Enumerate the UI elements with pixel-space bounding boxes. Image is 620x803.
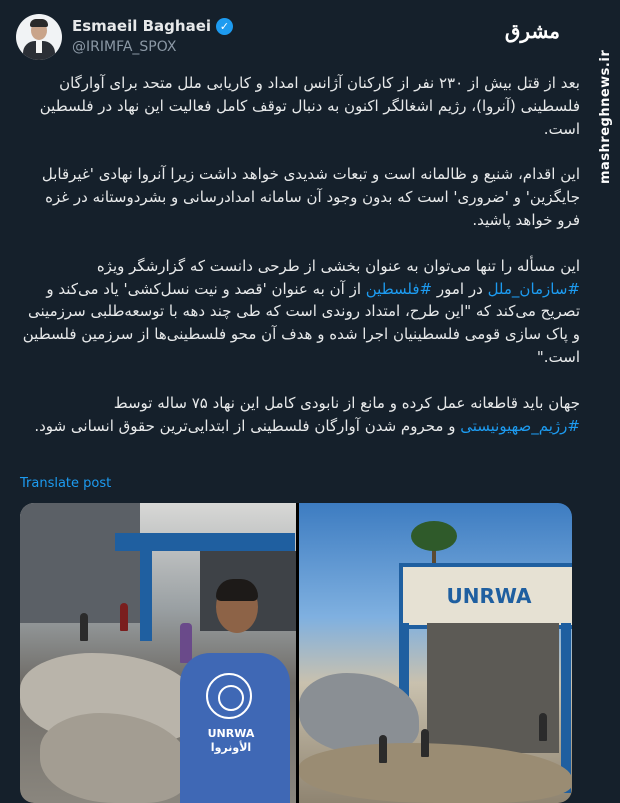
tweet-paragraph-1: بعد از قتل بیش از ۲۳۰ نفر از کارکنان آژانس امداد و کاریابی ملل متحد برای آوارگان فلسطینی (آنروا)، رژیم اشغالگر اکنون به دنبال توقف کامل فعالیت این نهاد در فلسطین است.: [39, 74, 580, 138]
paragraph-text: از آن به عنوان 'قصد و نیت نسل‌کشی' یاد می‌کند و تصریح می‌کند که "این طرح، امتداد روندی است که طی چند دهه با توسعه‌طلبی سرزمینی و پاک سازی قومی فلسطینیان اجرا شده و هدف آن محو فلسطینی‌ها از سرزمین فلسطین است.": [22, 279, 580, 366]
paragraph-text: این مسأله را تنها می‌توان به عنوان بخشی از طرحی دانست که گزارشگر ویژه: [96, 256, 580, 275]
paragraph-text: و محروم شدن آوارگان فلسطینی از ابتدایی‌ترین حقوق انسانی شود.: [34, 416, 456, 435]
tweet-header: [16, 14, 536, 64]
verified-badge-icon: ✓: [216, 18, 233, 35]
paragraph-text: جهان باید قاطعانه عمل کرده و مانع از نابودی کامل این نهاد ۷۵ ساله توسط: [113, 393, 580, 412]
photo-unrwa-gate[interactable]: [299, 503, 572, 803]
avatar[interactable]: [16, 14, 62, 60]
hashtag-zionist-regime[interactable]: #رژیم_صهیونیستی: [460, 416, 580, 435]
watermark-url: mashreghnews.ir: [598, 49, 613, 184]
author-line: [72, 17, 233, 35]
author-handle[interactable]: @IRIMFA_SPOX: [72, 39, 177, 55]
vest-text: UNRWA الأونروا: [207, 727, 255, 754]
mashregh-logo: مشرق: [504, 19, 560, 43]
unrwa-sign: UNRWA: [399, 563, 572, 629]
translate-post-link[interactable]: Translate post: [20, 476, 112, 491]
author-name[interactable]: Esmaeil Baghaei: [72, 17, 212, 35]
tweet-paragraph-3: [20, 255, 580, 369]
tweet-media[interactable]: [20, 503, 572, 803]
paragraph-text: در امور: [436, 279, 483, 298]
tweet-paragraph-4: [20, 392, 580, 438]
tweet-text: [20, 72, 580, 460]
tweet-paragraph-2: این اقدام، شنیع و ظالمانه است و تبعات شدیدی خواهد داشت زیرا آنروا نهادی 'غیرقابل جایگزین' و 'ضروری' است که بدون وجود آن سامانه امدادرسانی و بشردوستانه در غزه فرو خواهد پاشید.: [41, 165, 580, 229]
photo-rubble-worker[interactable]: [20, 503, 296, 803]
un-emblem-icon: [206, 673, 252, 719]
hashtag-palestine[interactable]: #فلسطین: [365, 279, 433, 298]
hashtag-un[interactable]: #سازمان_ملل: [487, 279, 580, 298]
